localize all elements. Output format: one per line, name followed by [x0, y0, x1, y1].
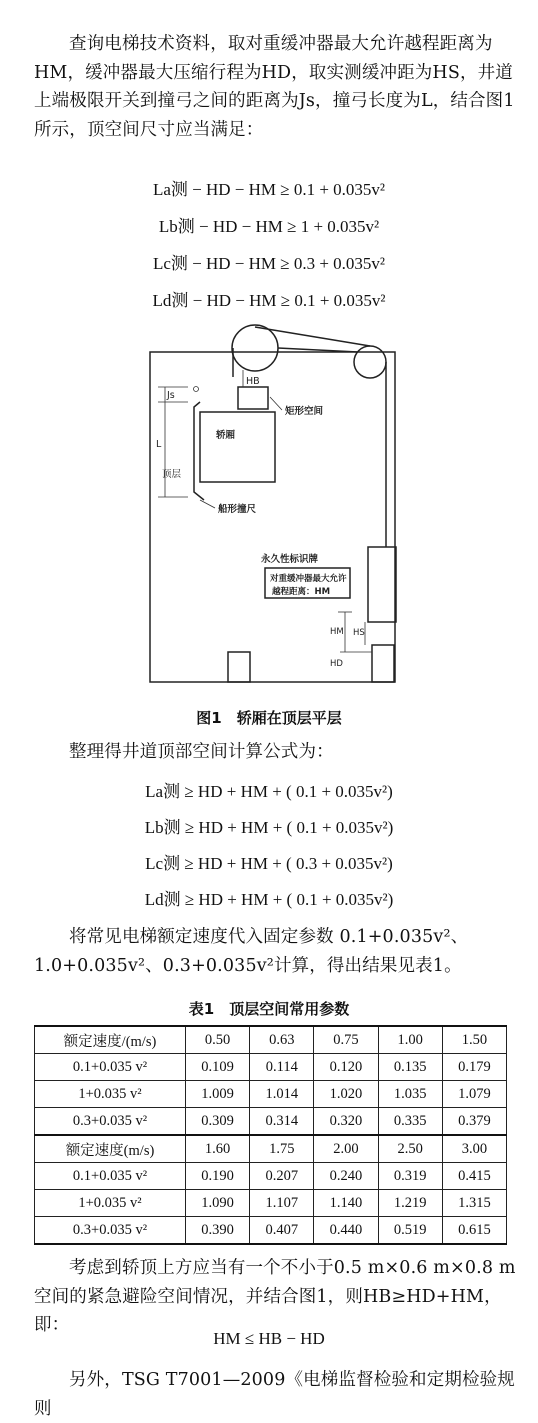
label-permanent-sign: 永久性标识牌 — [261, 554, 319, 565]
equation: La测 ≥ HD + HM + ( 0.1 + 0.035v²) — [145, 782, 393, 801]
car — [200, 412, 275, 482]
table-cell: 1.090 — [186, 1190, 250, 1217]
table-row — [35, 1081, 507, 1108]
table-cell: 0.519 — [378, 1217, 442, 1245]
label-js: Js — [167, 390, 175, 401]
counterweight — [368, 547, 396, 622]
row-header-cell: 0.1+0.035 v² — [35, 1054, 186, 1081]
table-cell: 3.00 — [442, 1135, 506, 1163]
row-header-cell: 0.3+0.035 v² — [35, 1217, 186, 1245]
table-cell: 1.035 — [378, 1081, 442, 1108]
table-cell: 0.335 — [378, 1108, 442, 1136]
label-l: L — [156, 439, 162, 450]
table-cell: 0.314 — [250, 1108, 314, 1136]
rect-space-box — [238, 387, 268, 409]
final-equation: HM ≤ HB − HD — [213, 1329, 325, 1348]
table-cell: 0.615 — [442, 1217, 506, 1245]
table-cell: 0.50 — [186, 1026, 250, 1054]
table-row — [35, 1135, 507, 1163]
table-cell: 0.415 — [442, 1163, 506, 1190]
table-cell: 0.114 — [250, 1054, 314, 1081]
substitution-paragraph: 将常见电梯额定速度代入固定参数 0.1+0.035v²、1.0+0.035v²、0.3+0.035v²计算，得出结果见表1。 — [34, 927, 469, 976]
table-cell: 1.140 — [314, 1190, 378, 1217]
table-cell: 1.60 — [186, 1135, 250, 1163]
table-row — [35, 1163, 507, 1190]
table-cell: 0.240 — [314, 1163, 378, 1190]
row-header-cell: 1+0.035 v² — [35, 1190, 186, 1217]
table-row — [35, 1026, 507, 1054]
table-cell: 0.309 — [186, 1108, 250, 1136]
row-header-cell: 0.1+0.035 v² — [35, 1163, 186, 1190]
equation: Lb测 − HD − HM ≥ 1 + 0.035v² — [158, 217, 380, 236]
equation: Ld测 ≥ HD + HM + ( 0.1 + 0.035v²) — [144, 890, 394, 909]
equation: Ld测 − HD − HM ≥ 0.1 + 0.035v² — [152, 291, 386, 310]
equation: La测 − HD − HM ≥ 0.1 + 0.035v² — [152, 180, 386, 199]
table-cell: 0.135 — [378, 1054, 442, 1081]
table-cell: 0.207 — [250, 1163, 314, 1190]
elevator-shaft-figure — [140, 322, 405, 697]
table-row — [35, 1217, 507, 1245]
counterweight-buffer — [372, 645, 394, 682]
table-cell: 0.63 — [250, 1026, 314, 1054]
label-car: 轿厢 — [216, 430, 236, 441]
intro-paragraph: 查询电梯技术资料，取对重缓冲器最大允许越程距离为HM，缓冲器最大压缩行程为HD，取实测缓冲距为HS，井道上端极限开关到撞弓之间的距离为Js，撞弓长度为L，结合图1所示，顶空间尺寸应当满足： — [34, 34, 515, 140]
table-cell: 0.190 — [186, 1163, 250, 1190]
table-row — [35, 1108, 507, 1136]
refuge-paragraph: 考虑到轿顶上方应当有一个不小于0.5 m×0.6 m×0.8 m空间的紧急避险空间情况，并结合图1，则HB≥HD+HM，即： — [34, 1258, 516, 1335]
label-hs: HS — [353, 628, 365, 638]
label-rect-space: 矩形空间 — [285, 406, 324, 417]
label-hd: HD — [330, 659, 343, 669]
table-cell: 0.75 — [314, 1026, 378, 1054]
table-cell: 0.120 — [314, 1054, 378, 1081]
diverter-sheave — [354, 346, 386, 378]
table-cell: 0.407 — [250, 1217, 314, 1245]
row-header-cell: 1+0.035 v² — [35, 1081, 186, 1108]
table-cell: 1.020 — [314, 1081, 378, 1108]
table-row — [35, 1054, 507, 1081]
table-cell: 0.320 — [314, 1108, 378, 1136]
figure-caption: 图1 轿厢在顶层平层 — [196, 709, 342, 727]
table-cell: 0.379 — [442, 1108, 506, 1136]
table-cell: 1.107 — [250, 1190, 314, 1217]
label-top-floor: 顶层 — [162, 469, 182, 480]
table-cell: 0.109 — [186, 1054, 250, 1081]
table-cell: 1.75 — [250, 1135, 314, 1163]
summary-paragraph: 整理得井道顶部空间计算公式为： — [69, 742, 334, 762]
traction-sheave — [232, 325, 278, 371]
parameter-table — [34, 1025, 507, 1245]
table-cell: 1.315 — [442, 1190, 506, 1217]
table-cell: 1.219 — [378, 1190, 442, 1217]
row-header-cell: 额定速度/(m/s) — [35, 1026, 186, 1054]
table-cell: 1.079 — [442, 1081, 506, 1108]
label-sign-line1: 对重缓冲器最大允许 — [270, 574, 347, 584]
equation: Lc测 ≥ HD + HM + ( 0.3 + 0.035v²) — [145, 854, 393, 873]
equation: Lc测 − HD − HM ≥ 0.3 + 0.035v² — [152, 254, 386, 273]
row-header-cell: 额定速度(m/s) — [35, 1135, 186, 1163]
table-cell: 2.50 — [378, 1135, 442, 1163]
label-sign-line2: 越程距离：HM — [272, 587, 331, 597]
table-cell: 1.014 — [250, 1081, 314, 1108]
table-cell: 2.00 — [314, 1135, 378, 1163]
table-cell: 0.390 — [186, 1217, 250, 1245]
table-cell: 1.009 — [186, 1081, 250, 1108]
label-ship-ruler: 船形撞尺 — [218, 504, 257, 515]
table-cell: 1.50 — [442, 1026, 506, 1054]
row-header-cell: 0.3+0.035 v² — [35, 1108, 186, 1136]
table-row — [35, 1190, 507, 1217]
table-cell: 0.440 — [314, 1217, 378, 1245]
label-hb: HB — [246, 376, 260, 387]
equation: Lb测 ≥ HD + HM + ( 0.1 + 0.035v²) — [144, 818, 394, 837]
table-cell: 0.179 — [442, 1054, 506, 1081]
table-cell: 0.319 — [378, 1163, 442, 1190]
car-buffer — [228, 652, 250, 682]
table-cell: 1.00 — [378, 1026, 442, 1054]
last-line: 另外，TSG T7001—2009《电梯监督检验和定期检验规则 — [34, 1370, 515, 1419]
label-hm: HM — [330, 627, 344, 637]
table-title: 表1 顶层空间常用参数 — [188, 1000, 350, 1018]
